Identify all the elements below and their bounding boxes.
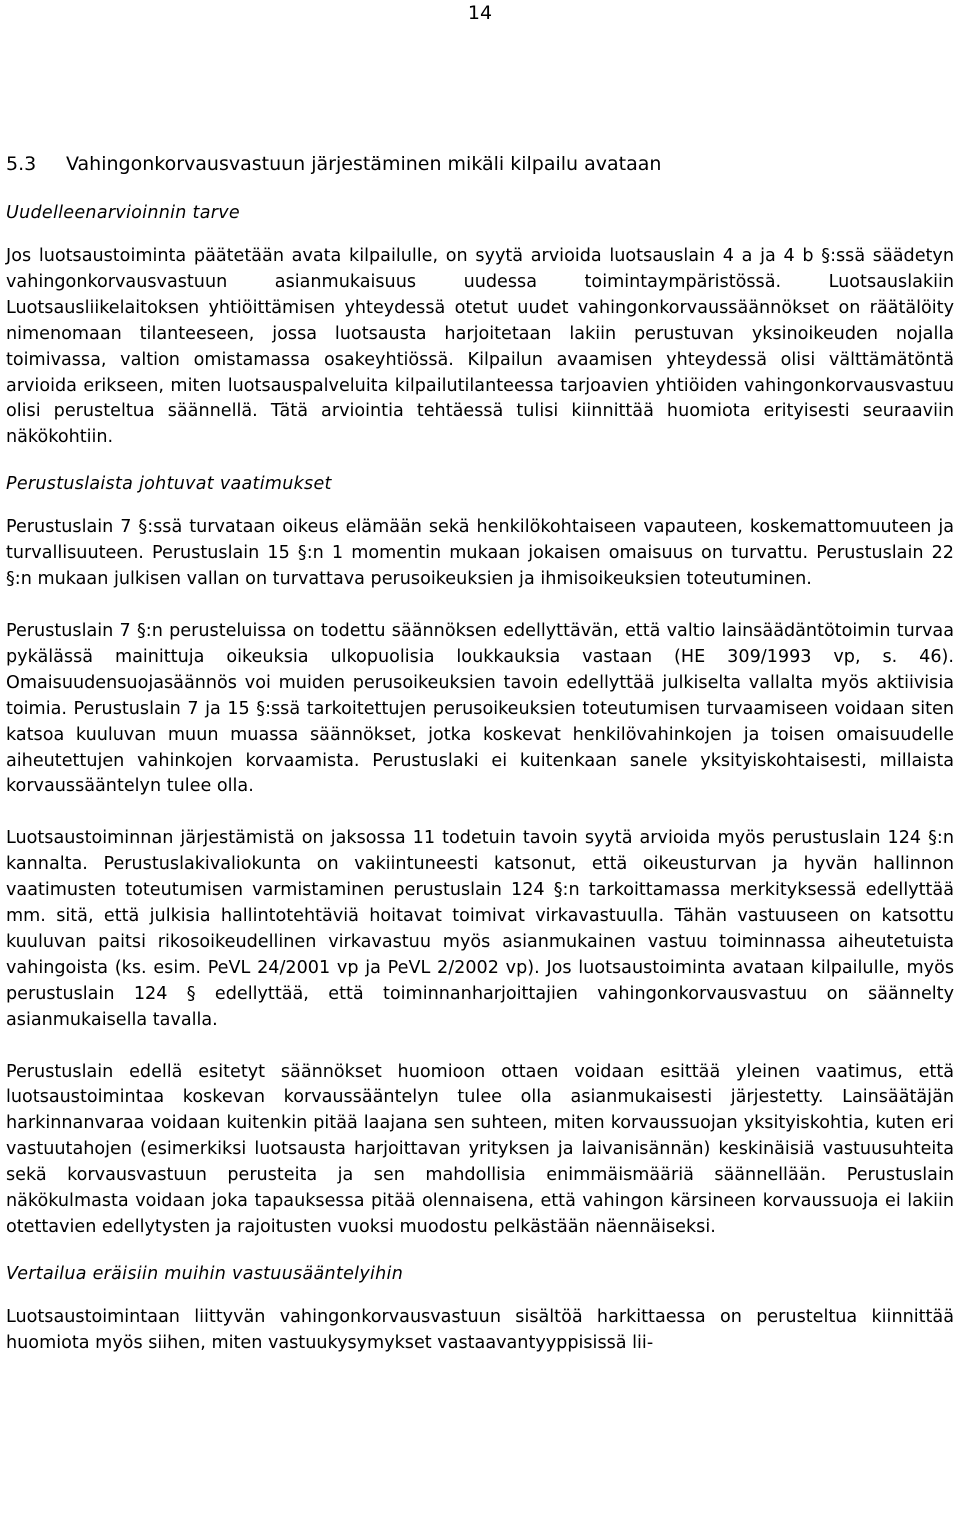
paragraph: Luotsaustoiminnan järjestämistä on jaksossa 11 todetuin tavoin syytä arvioida myös perustuslain 124 §:n kannalta. Perustuslakivaliokunta on vakiintuneesti katsonut, että oikeusturvan ja hyvän hallinnon vaatimusten toteutumisen varmistaminen perustuslain 124 §:n tarkoittamassa merkityksessä edellyttää mm. sitä, että julkisia hallintotehtäviä hoitavat toimivat virkavastuulla. Tähän vastuuseen on katsottu kuuluvan paitsi rikosoikeudellinen virkavastuu myös asianmukainen vastuu toiminnassa aiheutetuista vahingoista (ks. esim. PeVL 24/2001 vp ja PeVL 2/2002 vp). Jos luotsaustoiminta avataan kilpailulle, myös perustuslain 124 § edellyttää, että toiminnanharjoittajien vahingonkorvausvastuu on säännelty asianmukaisella tavalla. [6,828,954,1030]
paragraph: Jos luotsaustoiminta päätetään avata kilpailulle, on syytä arvioida luotsauslain 4 a ja 4 b §:ssä säädetyn vahingonkorvausvastuun asianmukaisuus uudessa toimintaympäristössä. Luotsauslakiin Luotsausliikelaitoksen yhtiöittämisen yhteydessä otetut uudet vahingonkorvaussäännökset on räätälöity nimenomaan tilanteeseen, jossa luotsausta harjoitetaan lakiin perustuvan yksinoikeuden nojalla toimivassa, valtion omistamassa osakeyhtiössä. Kilpailun avaamisen yhteydessä olisi välttämätöntä arvioida erikseen, miten luotsauspalveluita kilpailutilanteessa tarjoavien yhtiöiden vahingonkorvausvastuu olisi perusteltua säännellä. Tätä arviointia tehtäessä tulisi kiinnittää huomiota erityisesti seuraaviin näkökohtiin. [6,246,954,448]
section-heading [6,150,954,178]
paragraph: Perustuslain 7 §:n perusteluissa on todettu säännöksen edellyttävän, että valtio lainsäädäntötoimin turvaa pykälässä mainittuja oikeuksia ulkopuolisia loukkauksia vastaan (HE 309/1993 vp, s. 46). Omaisuudensuojasäännös voi muiden perusoikeuksien tavoin edellyttää julkiselta vallalta myös aktiivisia toimia. Perustuslain 7 ja 15 §:ssä tarkoitettujen perusoikeuksien toteutumisen turvaamiseen voidaan siten katsoa kuuluvan muun muassa säännökset, jotka koskevat henkilövahinkojen ja toisen omaisuudelle aiheutettujen vahinkojen korvaamista. Perustuslaki ei kuitenkaan sanele yksityiskohtaisesti, millaista korvaussääntelyn tulee olla. [6,620,954,797]
subheading-reassessment: Uudelleenarvioinnin tarve [6,203,240,223]
subheading-constitution: Perustuslaista johtuvat vaatimukset [6,474,332,495]
subheading-comparison: Vertailua eräisiin muihin vastuusääntelyihin [6,1263,404,1284]
document-body [6,150,954,1383]
section-number: 5.3 [6,153,37,175]
section-title: Vahingonkorvausvastuun järjestäminen mikäli kilpailu avataan [66,153,662,175]
paragraph: Luotsaustoimintaan liittyvän vahingonkorvausvastuun sisältöä harkittaessa on perusteltua kiinnittää huomiota myös siihen, miten vastuukysymykset vastaavantyyppisissä lii- [6,1306,954,1353]
paragraph: Perustuslain 7 §:ssä turvataan oikeus elämään sekä henkilökohtaiseen vapauteen, koskemattomuuteen ja turvallisuuteen. Perustuslain 15 §:n 1 momentin mukaan jokaisen omaisuus on turvattu. Perustuslain 22 §:n mukaan julkisen vallan on turvattava perusoikeuksien ja ihmisoikeuksien toteutuminen. [6,517,954,590]
page-number: 14 [467,2,493,24]
paragraph: Perustuslain edellä esitetyt säännökset huomioon ottaen voidaan esittää yleinen vaatimus, että luotsaustoimintaa koskevan korvaussääntelyn tulee olla asianmukaisesti järjestetty. Lainsäätäjän harkinnanvaraa voidaan kuitenkin pitää laajana sen suhteen, miten korvaussuojan yksityiskohtia, kuten eri vastuutahojen (esimerkiksi luotsausta harjoittavan yrityksen ja laivanisännän) keskinäisiä vastuusuhteita sekä korvausvastuun perusteita ja sen mahdollisia enimmäismääriä säännellään. Perustuslain näkökulmasta voidaan joka tapauksessa pitää olennaisena, että vahingon kärsineen korvaussuoja ei lakiin otettavien edellytysten ja rajoitusten vuoksi muodostu pelkästään näennäiseksi. [6,1061,954,1237]
